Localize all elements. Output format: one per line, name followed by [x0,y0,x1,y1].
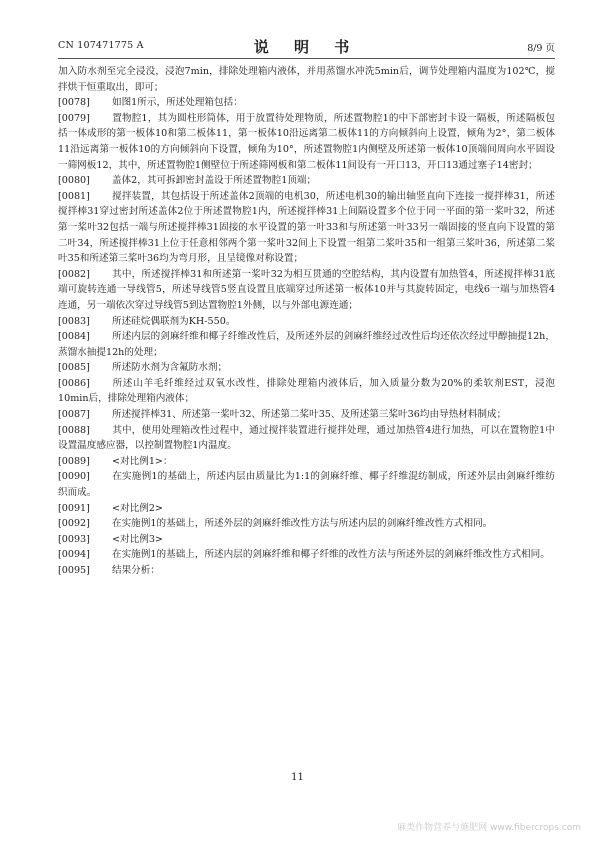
page-header [58,36,555,56]
paragraph [58,360,555,376]
paragraph-text: 其中，所述搅拌棒31和所述第一桨叶32为相互贯通的空腔结构，其内设置有加热管4，所述搅拌棒31底端可旋转连通一导线管5，所述导线管5竖直设置且底端穿过所述第一板体10并与其旋转固定，电线6一端与加热管4连通，另一端依次穿过导线管5到达置物腔1外侧，以与外部电源连通； [58,268,555,311]
paragraph-text: 所述内层的剑麻纤维和椰子纤维改性后，及所述外层的剑麻纤维经过改性后均还依次经过甲醇抽提12h，蒸馏水抽提12h的处理； [58,331,555,358]
paragraph [58,469,555,500]
paragraph-text: 盖体2，其可拆卸密封盖设于所述置物腔1顶端； [112,175,317,187]
paragraph-text: 在实施例1的基础上，所述内层由质量比为1:1的剑麻纤维、椰子纤维混纺制成，所述外层由剑麻纤维纺织而成。 [58,471,555,499]
document-title: 说 明 书 [253,38,360,56]
paragraph-number: [0091] [58,502,90,514]
paragraph-number: [0078] [58,97,90,109]
paragraph [58,314,555,330]
page-indicator: 8/9 页 [527,43,555,54]
paragraph [58,111,555,173]
header-divider [58,58,555,59]
paragraph-number: [0094] [58,549,90,561]
paragraph-number: [0083] [58,315,90,327]
paragraph-text: 加入防水剂至完全浸没，浸泡7min，排除处理箱内液体，并用蒸馏水冲洗5min后，调节处理箱内温度为102℃，搅拌烘干恒重取出，即可； [58,66,555,93]
paragraph-text: 在实施例1的基础上，所述内层的剑麻纤维和椰子纤维的改性方法与所述外层的剑麻纤维改性方式相同。 [112,549,550,561]
paragraph-text: 所述搅拌棒31、所述第一桨叶32、所述第二桨叶35、及所述第三桨叶36均由导热材料制成； [112,409,507,421]
paragraph-text: 结果分析： [112,565,160,576]
paragraph [58,267,555,314]
paragraph [58,407,555,423]
paragraph [58,329,555,360]
patent-number: CN 107471775 A [58,40,144,51]
paragraph-number: [0082] [58,268,90,280]
paragraph-number: [0081] [58,190,90,202]
watermark-text: 麻类作物营养与施肥网 www.fibercrops.com [397,823,581,833]
paragraph [58,64,555,95]
paragraph [58,376,555,407]
paragraph-number: [0084] [58,331,90,343]
paragraph-text: 其中，使用处理箱改性过程中，通过搅拌装置进行搅拌处理，通过加热管4进行加热，可以在置物腔1中设置温度感应器，以控制置物腔1内温度。 [58,424,555,452]
paragraph-text: 所述山羊毛纤维经过双氧水改性，排除处理箱内液体后，加入质量分数为20%的柔软剂EST，浸泡10min后，排除处理箱内液体； [58,377,555,405]
paragraph [58,189,555,267]
paragraph-text: 搅拌装置，其包括设于所述盖体2顶端的电机30，所述电机30的输出轴竖直向下连接一搅拌棒31，所述搅拌棒31穿过密封所述盖体2位于所述置物腔1内，所述搅拌棒31上间隔设置多个位于同一平面的第一桨叶32，所述第一桨叶32包括一端与所述搅拌棒31固接的水平设置的第一叶33和与所述第一叶33另一端固接的竖直向下设置的第二叶34，所述搅拌棒31上位于任意相邻两个第一桨叶32间上下设置一组第二桨叶35和一组第三桨叶36，所述第二桨叶35和所述第三桨叶36均为弯月形，且呈镜像对称设置； [58,190,555,265]
paragraph [58,547,555,563]
paragraph-text: <对比例3> [112,533,163,545]
document-body [58,64,555,579]
paragraph [58,95,555,111]
paragraph [58,173,555,189]
paragraph [58,516,555,532]
paragraph [58,423,555,454]
paragraph-text: 所述硅烷偶联剂为KH-550。 [112,315,236,327]
paragraph [58,563,555,579]
paragraph-number: [0089] [58,455,90,467]
paragraph-number: [0086] [58,377,90,389]
paragraph-number: [0087] [58,409,90,421]
paragraph-number: [0085] [58,362,90,374]
paragraph-number: [0088] [58,424,90,436]
paragraph-text: 置物腔1，其为圆柱形筒体，用于放置待处理物质，所述置物腔1的中下部密封卡设一隔板，所述隔板包括一体成形的第一板体10和第二板体11，第一板体10沿远离第二板体11的方向倾斜向上设置，倾角为2°，第二板体11沿远离第一板体10的方向倾斜向下设置，倾角为10°，所述置物腔1内侧壁及所述第一板体10顶端间周向水平固设一筛网板12，其中，所述置物腔1侧壁位于所述筛网板和第二板体11间设有一开口13，开口13通过塞子14密封； [58,112,555,171]
paragraph-number: [0079] [58,112,90,124]
paragraph [58,501,555,517]
paragraph-number: [0093] [58,533,90,545]
paragraph-text: 所述防水剂为含氟防水剂； [112,362,228,374]
page-number: 11 [291,772,304,783]
paragraph [58,454,555,470]
paragraph-text: 如图1所示，所述处理箱包括： [112,97,243,109]
paragraph [58,532,555,548]
paragraph-text: 在实施例1的基础上，所述外层的剑麻纤维改性方法与所述内层的剑麻纤维改性方式相同。 [112,518,493,530]
paragraph-number: [0092] [58,518,90,530]
paragraph-number: [0095] [58,565,90,576]
paragraph-text: <对比例2> [112,502,163,514]
paragraph-number: [0090] [58,471,90,483]
paragraph-number: [0080] [58,175,90,187]
paragraph-text: <对比例1>： [112,455,173,467]
